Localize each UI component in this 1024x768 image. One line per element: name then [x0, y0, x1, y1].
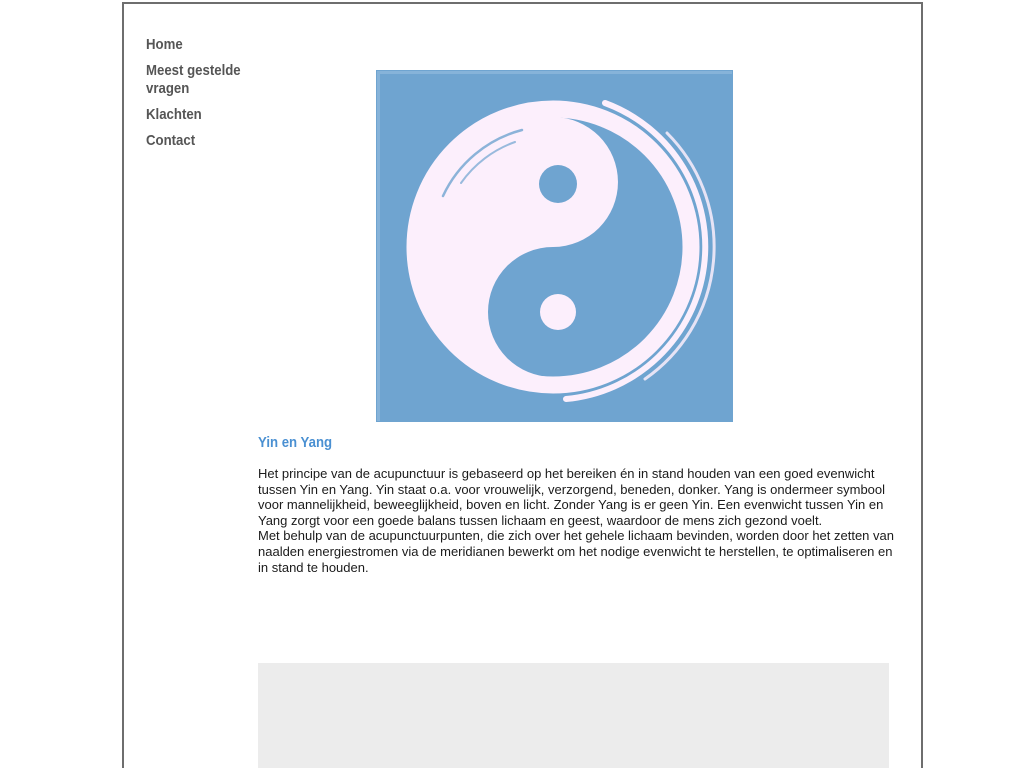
- nav-item-meest-gestelde-vragen[interactable]: Meest gestelde vragen: [146, 62, 241, 97]
- paragraph-acupunctuurpunten: Met behulp van de acupunctuurpunten, die zich over het gehele lichaam bevinden, worden door het zetten van naalden energiestromen via de meridianen bewerkt om het nodige evenwicht te herstellen, te optimaliseren en in stand te houden.: [258, 528, 894, 575]
- yin-yang-icon: [376, 70, 733, 422]
- intro-paragraph: [258, 466, 900, 575]
- empty-content-box: [258, 663, 889, 768]
- nav-item-klachten[interactable]: Klachten: [146, 106, 202, 123]
- page-title: Yin en Yang: [258, 434, 333, 451]
- nav-item-home[interactable]: Home: [146, 36, 183, 53]
- yin-yang-image: [376, 70, 733, 422]
- main-nav: [146, 36, 261, 158]
- nav-item-contact[interactable]: Contact: [146, 132, 196, 149]
- paragraph-yin-yang: Het principe van de acupunctuur is gebaseerd op het bereiken én in stand houden van een goed evenwicht tussen Yin en Yang. Yin staat o.a. voor vrouwelijk, verzorgend, beneden, donker. Yang is ondermeer symbool voor mannelijkheid, beweeglijkheid, boven en licht. Zonder Yang is er geen Yin. Een evenwicht tussen Yin en Yang zorgt voor een goede balans tussen lichaam en geest, waardoor de mens zich gezond voelt.: [258, 466, 886, 528]
